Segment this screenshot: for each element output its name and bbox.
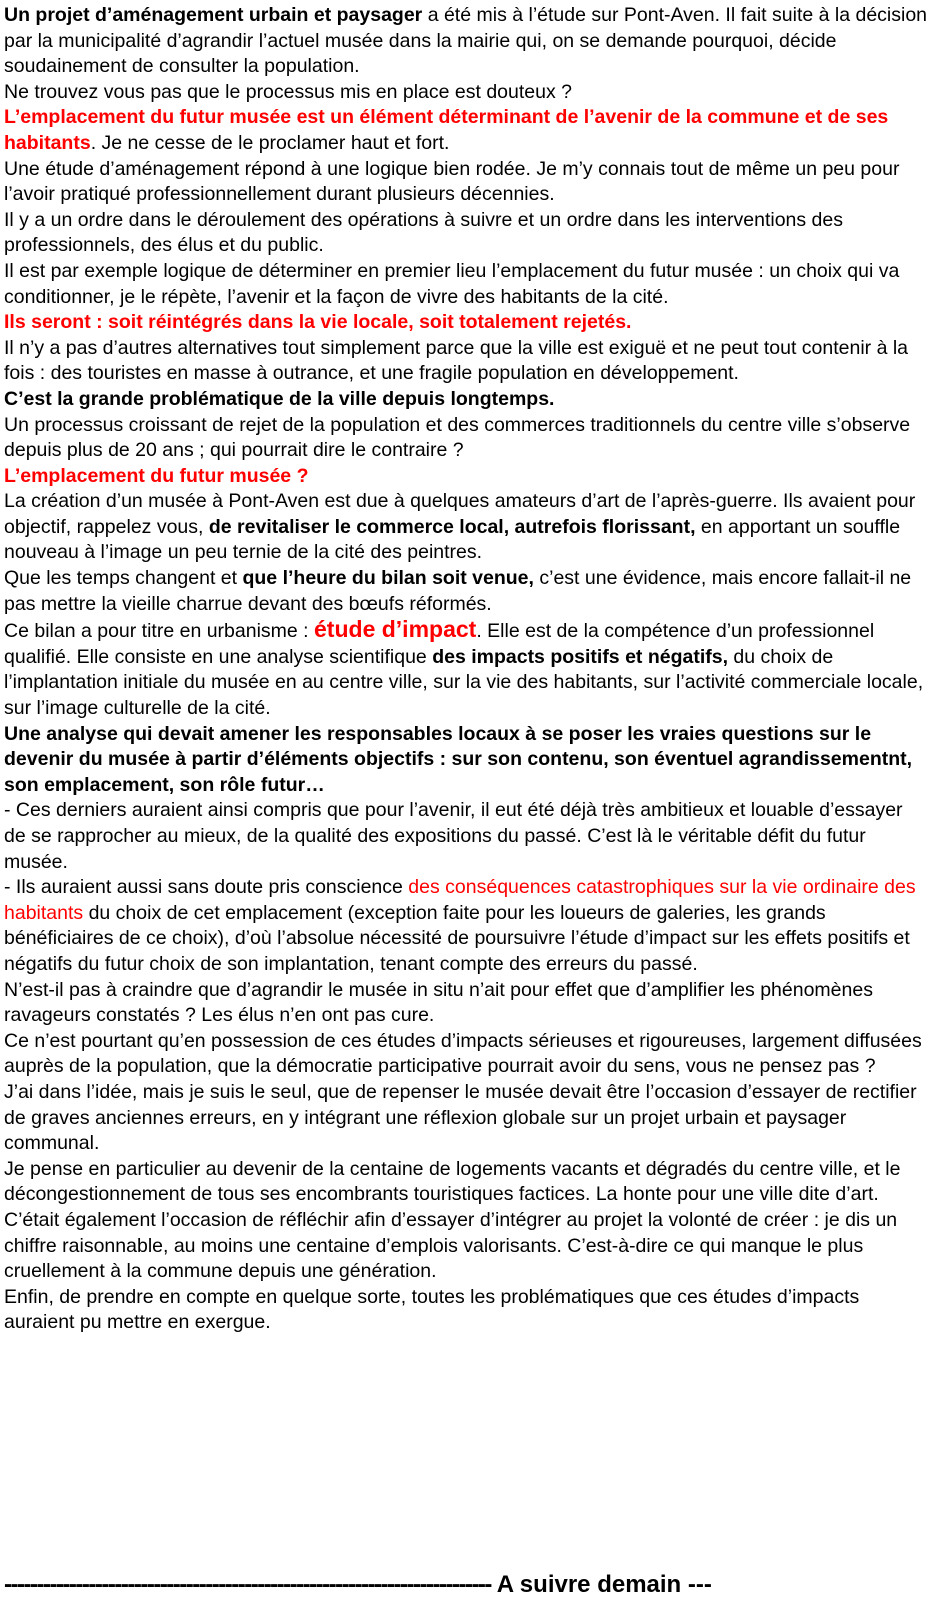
text-run: J’ai dans l’idée, mais je suis le seul, que de repenser le musée devait être l’occasion d’essayer de rectifier de graves anciennes erreurs, en y intégrant une réflexion globale sur un projet urbain et paysager communal. [4,1080,917,1155]
paragraph [4,387,929,413]
text-run: étude d’impact [314,616,477,643]
text-run: Il n’y a pas d’autres alternatives tout simplement parce que la ville est exiguë et ne peut tout contenir à la fois : des touristes en masse à outrance, et une fragile population en développement. [4,336,909,385]
text-run: Ne trouvez vous pas que le processus mis en place est douteux ? [4,80,572,103]
paragraph [4,464,929,490]
text-run: du choix de cet emplacement (exception faite pour les loueurs de galeries, les grands bénéficiaires de ce choix), d’où l’absolue nécessité de poursuivre l’étude d’impact sur les effets positifs et négatifs du futur choix de son implantation, tenant compte des erreurs du passé. [4,901,910,975]
text-run: c’est une évidence, mais encore fallait-il ne pas mettre la vieille charrue devant des bœufs réformés. [4,567,912,615]
text-run: a été mis à l’étude sur Pont-Aven. Il fait suite à la décision par la municipalité d’agrandir l’actuel musée dans la mairie qui, on se demande pourquoi, décide soudainement de consulter la population. [4,4,928,78]
text-run: Je pense en particulier au devenir de la centaine de logements vacants et dégradés du centre ville, et le décongestionnement de tous ses encombrants touristiques factices. La honte pour une ville dite d’art. [4,1157,901,1206]
text-run: . Je ne cesse de le proclamer haut et fort. [90,131,450,154]
text-run: La création d’un musée à Pont-Aven est due à quelques amateurs d’art de l’après-guerre. Ils avaient pour objectif, rappelez vous, [4,490,916,538]
text-run: C’était également l’occasion de réfléchir afin d’essayer d’intégrer au projet la volonté de créer : je dis un chiffre raisonnable, au moins une centaine d’emplois valorisants. C’est-à-dire ce qui manque le plus cruellement à la commune depuis une génération. [4,1208,898,1283]
text-run: des conséquences catastrophiques sur la vie ordinaire des habitants [4,876,916,924]
text-run: en apportant un souffle nouveau à l’image un peu ternie de la cité des peintres. [4,515,901,564]
paragraph [4,105,929,156]
paragraph [4,157,929,208]
text-run: Il est par exemple logique de déterminer en premier lieu l’emplacement du futur musée : un choix qui va conditionner, je le répète, l’avenir et la façon de vivre des habitants de la cité. [4,259,900,308]
paragraph [4,1157,929,1208]
paragraph [4,1029,929,1080]
paragraph [4,798,929,875]
text-run: Ce n’est pourtant qu’en possession de ces études d’impacts sérieuses et rigoureuses, largement diffusées auprès de la population, que la démocratie participative pourrait avoir du sens, vous ne pensez pas ? [4,1029,922,1078]
paragraph [4,1208,929,1285]
text-run: Enfin, de prendre en compte en quelque sorte, toutes les problématiques que ces études d’impacts auraient pu mettre en exergue. [4,1285,860,1334]
footer-continued-label: A suivre demain --- [490,1572,712,1598]
text-run: du choix de l’implantation initiale du musée en au centre ville, sur la vie des habitants, sur l’activité commerciale locale, sur l’image culturelle de la cité. [4,645,924,720]
paragraph [4,1285,929,1336]
article-body [4,3,929,1336]
paragraph [4,978,929,1029]
paragraph [4,722,929,799]
text-run: L’emplacement du futur musée est un élément déterminant de l’avenir de la commune et de ses habitants [4,106,889,154]
text-run: Ils seront : soit réintégrés dans la vie locale, soit totalement rejetés. [4,311,632,334]
paragraph [4,413,929,464]
text-run: nt, son emplacement, son rôle futur… [4,748,913,796]
paragraph [4,1080,929,1157]
text-run: Une étude d’aménagement répond à une logique bien rodée. Je m’y connais tout de même un peu pour l’avoir pratiqué professionnellement durant plusieurs décennies. [4,157,900,206]
text-run: que l’heure du bilan soit venue, [242,567,534,590]
text-run: - Ces derniers auraient ainsi compris que pour l’avenir, il eut été déjà très ambitieux et louable d’essayer de se rapprocher au mieux, de la qualité des expositions du passé. C’est là le véritable défit du futur musée. [4,799,903,873]
text-run: Un processus croissant de rejet de la population et des commerces traditionnels du centre ville s’observe depuis plus de 20 ans ; qui pourrait dire le contraire ? [4,413,911,462]
paragraph [4,617,929,721]
text-run: . Elle est de la compétence d’un professionnel qualifié. Elle consiste en une analyse scientifique [4,620,875,668]
footer-dashes: --------------------------------------------------------------------------- [4,1572,491,1598]
text-run: Une analyse qui devait amener les responsables locaux à se poser les vraies questions sur le devenir du musée à partir d’éléments objectifs : sur son contenu, son éventuel agrandissement [4,722,889,771]
paragraph [4,310,929,336]
text-run: Un projet d’aménagement urbain et paysager [4,4,423,26]
paragraph [4,3,929,80]
text-run: L’emplacement du futur musée ? [4,464,309,487]
paragraph [4,489,929,566]
paragraph [4,259,929,310]
paragraph [4,80,929,106]
paragraph [4,208,929,259]
text-run: de revitaliser le commerce local, autrefois florissant, [208,515,696,538]
paragraph [4,336,929,387]
text-run: Que les temps changent et [4,567,243,590]
text-run: N’est-il pas à craindre que d’agrandir le musée in situ n’ait pour effet que d’amplifier les phénomènes ravageurs constatés ? Les élus n’en ont pas cure. [4,978,873,1027]
text-run: - Ils auraient aussi sans doute pris conscience [4,876,409,899]
paragraph [4,566,929,617]
text-run: Il y a un ordre dans le déroulement des opérations à suivre et un ordre dans les interventions des professionnels, des élus et du public. [4,208,843,257]
text-run: Ce bilan a pour titre en urbanisme : [4,620,315,643]
footer-line [4,1572,929,1598]
paragraph [4,875,929,977]
text-run: des impacts positifs et négatifs, [432,645,729,668]
text-run: C’est la grande problématique de la ville depuis longtemps. [4,387,555,410]
